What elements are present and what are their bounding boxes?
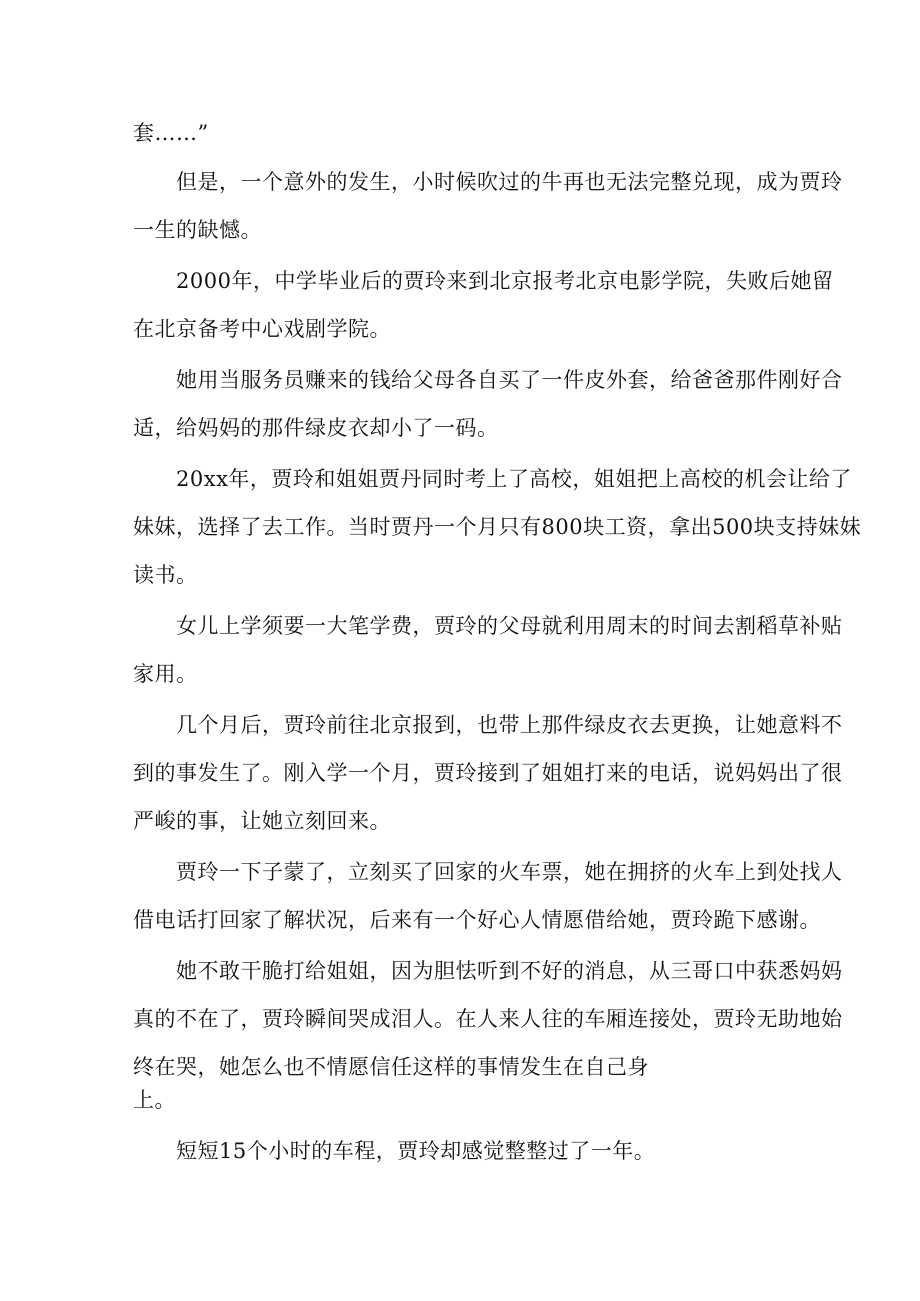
text-line: 一生的缺憾。	[133, 218, 262, 242]
text-line: 到的事发生了。刚入学一个月，贾玲接到了姐姐打来的电话，说妈妈出了很	[133, 761, 843, 785]
text-line: 家用。	[133, 662, 198, 686]
text-line: 套……”	[133, 121, 209, 145]
text-line: 在北京备考中心戏剧学院。	[133, 317, 391, 341]
paragraph-line: 但是，一个意外的发生，小时候吹过的牛再也无法完整兑现，成为贾玲	[176, 170, 843, 194]
text-line: 终在哭，她怎么也不情愿信任这样的事情发生在自己身	[133, 1055, 649, 1079]
paragraph-line: 贾玲一下子蒙了，立刻买了回家的火车票，她在拥挤的火车上到处找人	[176, 860, 843, 884]
text-line: 真的不在了，贾玲瞬间哭成泪人。在人来人往的车厢连接处，贾玲无助地始	[133, 1007, 843, 1031]
text-line: 上。	[133, 1088, 176, 1112]
paragraph-line: 她不敢干脆打给姐姐，因为胆怯听到不好的消息，从三哥口中获悉妈妈	[176, 959, 843, 983]
paragraph-line: 2000年，中学毕业后的贾玲来到北京报考北京电影学院，失败后她留	[176, 269, 834, 293]
text-line: 借电话打回家了解状况，后来有一个好心人情愿借给她，贾玲跪下感谢。	[133, 908, 821, 932]
text-line: 读书。	[133, 563, 198, 587]
paragraph-line: 几个月后，贾玲前往北京报到，也带上那件绿皮衣去更换，让她意料不	[176, 713, 843, 737]
paragraph-line: 女儿上学须要一大笔学费，贾玲的父母就利用周末的时间去割稻草补贴	[176, 614, 843, 638]
text-line: 适，给妈妈的那件绿皮衣却小了一码。	[133, 416, 499, 440]
text-line: 严峻的事，让她立刻回来。	[133, 809, 391, 833]
paragraph-line: 短短15个小时的车程，贾玲却感觉整整过了一年。	[176, 1139, 656, 1163]
paragraph-line: 她用当服务员赚来的钱给父母各自买了一件皮外套，给爸爸那件刚好合	[176, 368, 843, 392]
paragraph-line: 20xx年，贾玲和姐姐贾丹同时考上了高校，姐姐把上高校的机会让给了	[176, 467, 852, 491]
text-line: 妹妹，选择了去工作。当时贾丹一个月只有800块工资，拿出500块支持妹妹	[133, 515, 862, 539]
